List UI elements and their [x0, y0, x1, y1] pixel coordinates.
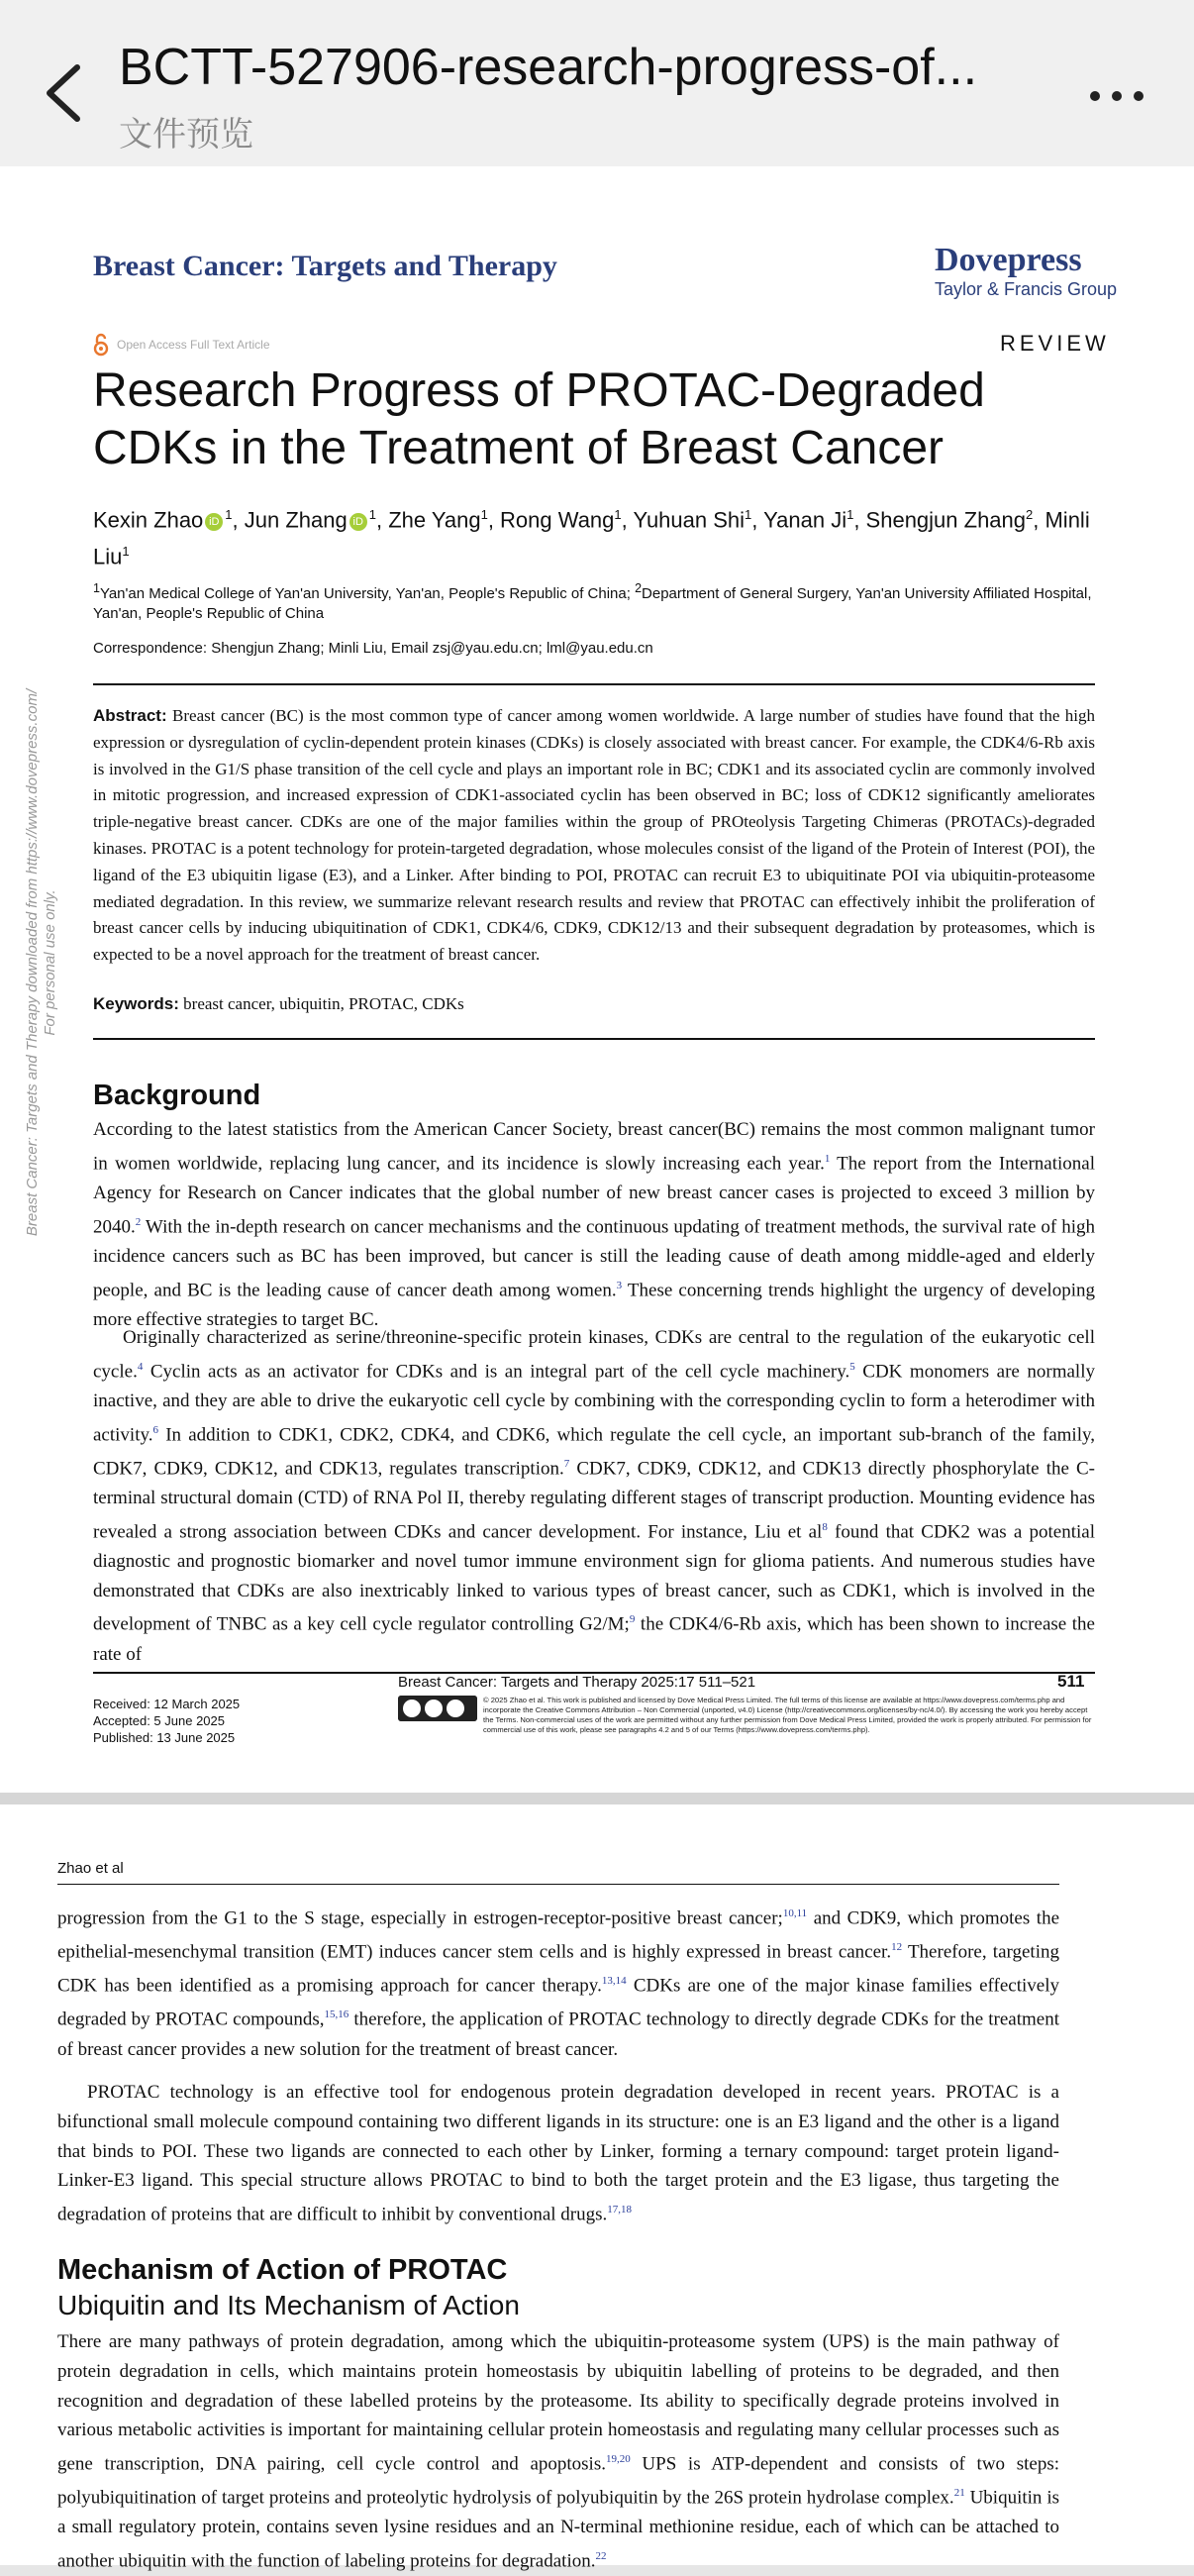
citation-ref[interactable]: 6: [152, 1423, 158, 1436]
abstract: [93, 703, 1095, 969]
author-name: Zhe Yang: [388, 507, 481, 533]
citation-ref[interactable]: 12: [891, 1941, 903, 1954]
citation-ref[interactable]: 21: [953, 2487, 965, 2500]
orcid-icon[interactable]: iD: [205, 513, 223, 531]
author-name: Rong Wang: [500, 507, 615, 533]
article-title: Research Progress of PROTAC-Degraded CDKs in the Treatment of Breast Cancer: [93, 364, 985, 474]
app-header: [0, 0, 1194, 166]
document-page-2: [0, 1804, 1194, 2572]
keywords: Keywords: breast cancer, ubiquitin, PROTAC, CDKs: [93, 994, 464, 1013]
orcid-icon[interactable]: iD: [349, 513, 367, 531]
paragraph: Originally characterized as serine/threonine-specific protein kinases, CDKs are central to the regulation of the eukaryotic cell cycle.$^4$ Cyclin acts as an activator for CDKs and is an integral part of the cell cycle machinery.$^5$ CDK monomers are normally inactive, and they are able to drive the eukaryotic cell cycle by combining with the corresponding cyclin to form a heterodimer with activity.$^6$ In addition to CDK1, CDK2, CDK4, and CDK6, which regulate the cell cycle, an important sub-branch of the family, CDK7, CDK9, CDK12, and CDK13, regulates transcription.$^7$ CDK7, CDK9, CDK12, and CDK13 directly phosphorylate the C-terminal structural domain (CTD) of RNA Pol II, thereby regulating different stages of transcript production. Mounting evidence has revealed a strong association between CDKs and cancer development. For instance, Liu et $al^8$ found that CDK2 was a potential diagnostic and prognostic biomarker and novel tumor immune environment sign for glioma patients. And numerous studies have demonstrated that CDKs are also inextricably linked to various types of breast cancer, such as CDK1, which is involved in the development of TNBC as a key cell cycle regulator controlling G2/M;$^9$ the CDK4/6-Rb axis, which has been shown to increase the rate of: [93, 1327, 1095, 1665]
file-preview-label: 文件预览: [119, 115, 253, 155]
author-affiliation-ref: 1: [122, 544, 130, 560]
divider: [57, 1884, 1059, 1885]
citation-ref[interactable]: 9: [629, 1613, 636, 1626]
license-text: © 2025 Zhao et al. This work is published and licensed by Dove Medical Press Limited. The full terms of this license are available at https://www.dovepress.com/terms.php and incorporate the Creative Commons Attribution – Non Commercial (unported, v4.0) License (http://creativecommons.org/licenses/by-nc/4.0/). By accessing the work you hereby accept the Terms. Non-commercial uses of the work are permitted without any further permission from Dove Medical Press Limited, provided the work is properly attributed. For permission for commercial use of this work, please see paragraphs 4.2 and 5 of our Terms (https://www.dovepress.com/terms.php).: [483, 1696, 1092, 1734]
more-options-icon[interactable]: [1085, 81, 1148, 111]
citation-ref[interactable]: 22: [595, 2550, 607, 2563]
file-title: BCTT-527906-research-progress-of...: [119, 39, 978, 96]
citation-ref[interactable]: 4: [137, 1360, 144, 1373]
author-name: Shengjun Zhang: [865, 507, 1027, 533]
citation-ref[interactable]: 15,16: [324, 2009, 349, 2021]
publisher-group: Taylor & Francis Group: [935, 279, 1118, 299]
citation-ref[interactable]: 8: [822, 1520, 828, 1533]
download-watermark: Breast Cancer: Targets and Therapy downloaded from https://www.dovepress.com/ For personal use only.: [24, 688, 58, 1237]
paragraph: PROTAC technology is an effective tool for endogenous protein degradation developed in recent years. PROTAC is a bifunctional small molecule compound containing two different ligands in its structure: one is an E3 ligand and the other is a ligand that binds to POI. These two ligands are connected to each other by Linker, forming a ternary compound: target protein ligand-Linker-E3 ligand. This special structure allows PROTAC to bind to both the target protein and the E3 ligase, thus targeting the degradation of proteins that are difficult to inhibit by conventional drugs.$^{17,18}$: [57, 2082, 1059, 2225]
section-heading-background: Background: [93, 1080, 261, 1111]
open-access-text: Open Access Full Text Article: [117, 338, 270, 352]
citation-ref[interactable]: 10,11: [782, 1907, 808, 1919]
page-number: 511: [1057, 1672, 1085, 1691]
page-separator: [0, 1793, 1194, 1804]
footer-citation: Breast Cancer: Targets and Therapy 2025:17 511–521: [398, 1674, 756, 1691]
section-heading-mechanism: Mechanism of Action of PROTAC: [57, 2254, 508, 2286]
document-page-1: [0, 166, 1194, 1793]
paragraph: According to the latest statistics from the American Cancer Society, breast cancer(BC) remains the most common malignant tumor in women worldwide, replacing lung cancer, and its incidence is slowly increasing each year.$^1$ The report from the International Agency for Research on Cancer indicates that the global number of new breast cancer cases is projected to exceed 3 million by 2040.$^2$ With the in-depth research on cancer mechanisms and the continuous updating of treatment methods, the survival rate of high incidence cancers such as BC has been improved, but cancer is still the leading cause of death among middle-aged and elderly people, and BC is the leading cause of cancer death among women.$^3$ These concerning trends highlight the urgency of developing more effective strategies to target BC.: [93, 1119, 1096, 1330]
citation-ref[interactable]: 2: [135, 1215, 142, 1228]
citation-ref[interactable]: 13,14: [601, 1975, 627, 1988]
abstract-label: Abstract:: [93, 706, 167, 725]
abstract-text: Breast cancer (BC) is the most common type of cancer among women worldwide. A large number of studies have found that the high expression or dysregulation of cyclin-dependent protein kinases (CDKs) is closely associated with breast cancer. For example, the CDK4/6-Rb axis is involved in the G1/S phase transition of the cell cycle and plays an important role in BC; CDK1 and its associated cyclin are commonly involved in mitotic progression, and increased expression of CDK1-associated cyclin has been observed in BC; loss of CDK12 significantly ameliorates triple-negative breast cancer. CDKs are one of the major families within the group of PROteolysis Targeting Chimeras (PROTACs)-degraded kinases. PROTAC is a potent technology for protein-targeted degradation, whose molecules consist of the ligand of the Protein of Interest (POI), the ligand of the E3 ubiquitin ligase (E3), and a Linker. After binding to POI, PROTAC can recruit E3 to ubiquitinate POI via ubiquitin-proteasome mediated degradation. In this review, we summarize relevant research results and review that PROTAC can effectively inhibit the proliferation of breast cancer cells by inducing ubiquitination of CDK1, CDK4/6, CDK9, CDK12/13 and their subsequent degradation by proteasomes, which is expected to be a novel approach for the treatment of breast cancer.: [93, 706, 1095, 965]
author-affiliation-ref: 1: [225, 507, 233, 522]
author-affiliation-ref: 2: [1026, 507, 1034, 522]
paragraph: There are many pathways of protein degradation, among which the ubiquitin-proteasome system (UPS) is the main pathway of protein degradation in cells, which maintains protein homeostasis by ubiquitin labelling of proteins to be degraded, and then recognition and degradation of these labelled proteins by the proteasome. Its ability to specifically degrade proteins involved in various metabolic activities is important for maintaining cellular protein homeostasis and regulating many cellular processes such as gene transcription, DNA pairing, cell cycle control and apoptosis.$^{19,20}$ UPS is ATP-dependent and consists of two steps: polyubiquitination of target proteins and proteolytic hydrolysis of polyubiquitin by the 26S protein hydrolase complex.$^{21}$ Ubiquitin is a small regulatory protein, contains seven lysine residues and an N-terminal methionine residue, each of which can be attached to another ubiquitin with the function of labeling proteins for degradation.$^{22}$: [57, 2331, 1059, 2572]
author-name: Jun Zhang: [244, 507, 348, 533]
journal-name: Breast Cancer: Targets and Therapy: [93, 250, 557, 282]
open-access-lock-icon: [93, 333, 109, 357]
author-name: Minli Liu: [93, 507, 1090, 569]
creative-commons-icon: [398, 1696, 477, 1721]
citation-ref[interactable]: 5: [849, 1360, 855, 1373]
correspondence: Correspondence: Shengjun Zhang; Minli Liu, Email zsj@yau.edu.cn; lml@yau.edu.cn: [93, 640, 653, 657]
author-name: Kexin Zhao: [93, 507, 204, 533]
subsection-heading-ubiquitin: Ubiquitin and Its Mechanism of Action: [57, 2290, 520, 2320]
divider: [93, 1038, 1095, 1040]
keywords-label: Keywords:: [93, 994, 179, 1013]
back-arrow-icon[interactable]: [38, 61, 93, 125]
running-head: Zhao et al: [57, 1860, 124, 1877]
citation-ref[interactable]: 19,20: [605, 2453, 631, 2466]
author-name: Yanan Ji: [763, 507, 847, 533]
author-affiliation-ref: 1: [745, 507, 752, 522]
article-dates: Received: 12 March 2025 Accepted: 5 June 2025 Published: 13 June 2025: [93, 1697, 241, 1745]
article-type: REVIEW: [1000, 331, 1110, 356]
affiliations: $^1$Yan'an Medical College of Yan'an University, Yan'an, People's Republic of China; $^2$Department of General Surgery, Yan'an University Affiliated Hospital, Yan'an, People's Republic of China: [93, 581, 1092, 622]
author-affiliation-ref: 1: [368, 507, 376, 522]
citation-ref[interactable]: 1: [824, 1152, 831, 1165]
citation-ref[interactable]: 17,18: [607, 2204, 633, 2216]
citation-ref[interactable]: 3: [616, 1279, 623, 1291]
paragraph: progression from the G1 to the S stage, especially in estrogen-receptor-positive breast cancer;$^{10,11}$ and CDK9, which promotes the epithelial-mesenchymal transition (EMT) induces cancer stem cells and is highly expressed in breast cancer.$^{12}$ Therefore, targeting CDK has been identified as a promising approach for cancer therapy.$^{13,14}$ CDKs are one of the major kinase families effectively degraded by PROTAC compounds,$^{15,16}$ therefore, the application of PROTAC technology to directly degrade CDKs for the treatment of breast cancer provides a new solution for the treatment of breast cancer.: [57, 1907, 1060, 2060]
divider: [93, 683, 1095, 685]
author-affiliation-ref: 1: [480, 507, 488, 522]
author-affiliation-ref: 1: [614, 507, 622, 522]
author-list: Kexin Zhao iD $^1$, Jun Zhang iD $^1$, Zhe Yang$^1$, Rong Wang$^1$, Yuhuan Shi$^1$, Yanan Ji$^1$, Shengjun Zhang$^2$, Minli Liu$^1$: [93, 507, 1090, 569]
publisher-logo: Dovepress: [935, 242, 1082, 278]
open-access-label: [93, 333, 270, 357]
citation-ref[interactable]: 7: [563, 1457, 570, 1470]
author-affiliation-ref: 1: [846, 507, 854, 522]
author-name: Yuhuan Shi: [633, 507, 746, 533]
